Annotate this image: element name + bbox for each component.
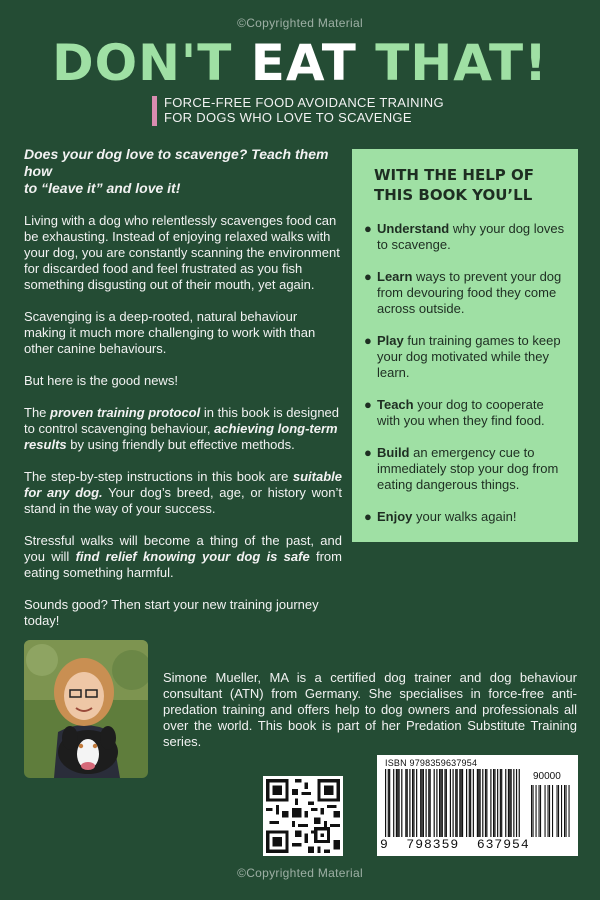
barcode-bar: [497, 769, 498, 837]
barcode-bar: [440, 769, 441, 837]
book-subtitle: [164, 95, 464, 125]
p4-emphasis-b: proven training protocol: [50, 405, 201, 420]
benefit-text: your walks again!: [412, 509, 517, 524]
barcode-bar: [420, 769, 421, 837]
barcode-bar: [516, 769, 517, 837]
barcode-bar: [482, 769, 483, 837]
isbn-digits: 9 798359 637954: [380, 837, 530, 852]
barcode-bar: [412, 769, 413, 837]
p5-text-a: The step-by-step instructions in this book are: [24, 469, 293, 484]
author-photo: [24, 640, 148, 778]
benefit-text: fun training games to keep your dog motivated while they learn.: [377, 333, 561, 380]
barcode-bar: [494, 769, 495, 837]
benefit-keyword: Understand: [377, 221, 450, 236]
barcode-addon-bar: [557, 785, 558, 837]
barcode-bar: [462, 769, 463, 837]
benefit-text: why your dog loves to scavenge.: [377, 221, 565, 252]
barcode-bar: [388, 769, 389, 837]
blurb-paragraph-3: But here is the good news!: [24, 373, 178, 388]
barcode-addon-bar: [549, 785, 550, 837]
barcode-bar: [469, 769, 470, 837]
sidebar-heading-line-2: THIS BOOK YOU’LL: [374, 186, 533, 204]
barcode-bar: [399, 769, 400, 837]
barcode-bar: [396, 769, 397, 837]
barcode-bar: [466, 769, 467, 837]
intro-question: [24, 146, 342, 197]
blurb-paragraph-6: [24, 533, 342, 581]
barcode-bar: [442, 769, 443, 837]
benefits-list: [364, 221, 569, 541]
benefit-keyword: Teach: [377, 397, 414, 412]
barcode-addon-bar: [558, 785, 559, 837]
barcode-bar: [457, 769, 458, 837]
barcode-bar: [444, 769, 445, 837]
benefit-keyword: Play: [377, 333, 404, 348]
blurb-column: [24, 146, 342, 645]
barcode-addon-bar: [548, 785, 549, 837]
barcode-bar: [500, 769, 501, 837]
bullet-icon: ●: [364, 333, 372, 348]
barcode-bar: [501, 769, 502, 837]
barcode-bar: [428, 769, 429, 837]
barcode-addon-bar: [531, 785, 532, 837]
p5-text-c: Your dog’s breed, age, or history won’t stand in the way of your success.: [24, 485, 342, 516]
barcode-bar: [508, 769, 509, 837]
barcode-bar: [446, 769, 447, 837]
barcode-bar: [423, 769, 424, 837]
sidebar-heading: [374, 165, 564, 205]
barcode-bar: [405, 769, 406, 837]
barcode-bar: [450, 769, 451, 837]
barcode-addon-bar: [552, 785, 553, 837]
barcode-bar: [477, 769, 478, 837]
barcode-addon-bar: [569, 785, 570, 837]
barcode-bar: [393, 769, 394, 837]
benefit-text: an emergency cue to immediately stop your dog from eating dangerous things.: [377, 445, 559, 492]
qr-code-pattern: [263, 776, 343, 856]
p6-text-c: from eating something harmful.: [24, 549, 342, 580]
barcode-bar: [519, 769, 520, 837]
barcode-bar: [485, 769, 486, 837]
barcode-bar: [478, 769, 479, 837]
barcode-addon-bar: [536, 785, 537, 837]
copyright-watermark: ©Copyrighted Material: [237, 16, 363, 30]
benefit-item: [364, 509, 569, 525]
barcode-bar: [407, 769, 408, 837]
barcode-bar: [439, 769, 440, 837]
barcode-bar: [434, 769, 435, 837]
benefit-item: [364, 269, 569, 317]
benefit-item: [364, 397, 569, 429]
author-with-dog-illustration: [24, 640, 148, 778]
price-code: 90000: [533, 771, 561, 782]
benefit-keyword: Build: [377, 445, 410, 460]
intro-line-1: Does your dog love to scavenge? Teach them how: [24, 146, 329, 179]
barcode-bar: [455, 769, 456, 837]
blurb-paragraph-2: Scavenging is a deep-rooted, natural behaviour making it much more challenging to work with than other canine behaviours.: [24, 309, 316, 356]
title-part-3: THAT!: [356, 34, 548, 92]
benefit-item: [364, 333, 569, 381]
barcode-bar: [409, 769, 410, 837]
intro-line-2: to “leave it” and love it!: [24, 180, 181, 196]
benefit-text: ways to prevent your dog from devouring food they come across outside.: [377, 269, 562, 316]
barcode-addon-bar: [564, 785, 565, 837]
barcode-bar: [461, 769, 462, 837]
barcode-bar: [397, 769, 398, 837]
bullet-icon: ●: [364, 269, 372, 284]
subtitle-line-2: FOR DOGS WHO LOVE TO SCAVENGE: [164, 110, 412, 125]
sidebar-heading-line-1: WITH THE HELP OF: [374, 166, 534, 184]
title-part-2: EAT: [250, 34, 357, 92]
blurb-paragraph-5: [24, 469, 342, 517]
barcode-addon-bar: [561, 785, 562, 837]
barcode-addon-bar: [540, 785, 541, 837]
barcode-bar: [416, 769, 417, 837]
barcode-addon-bar: [539, 785, 540, 837]
benefits-sidebar: [352, 149, 578, 542]
author-bio: Simone Mueller, MA is a certified dog trainer and dog behaviour consultant (ATN) from Germany. She specialises in force-free anti-predation training and offers help to dog owners and professionals all over the world. This book is part of her Predation Substitute Training series.: [163, 670, 577, 749]
barcode-bar: [389, 769, 390, 837]
barcode-bar: [413, 769, 414, 837]
benefit-keyword: Enjoy: [377, 509, 413, 524]
subtitle-accent-bar: [152, 96, 157, 126]
bullet-icon: ●: [364, 445, 372, 460]
barcode-bar: [490, 769, 491, 837]
qr-code: [263, 776, 343, 856]
p4-emphasis-d: achieving long-term results: [24, 421, 338, 452]
barcode-bar: [480, 769, 481, 837]
barcode-bar: [486, 769, 487, 837]
barcode-bar: [385, 769, 386, 837]
barcode-addon-bar: [566, 785, 567, 837]
barcode-bar: [421, 769, 422, 837]
barcode-addon-bar: [533, 785, 534, 837]
barcode-bar: [505, 769, 506, 837]
blurb-paragraph-7: Sounds good? Then start your new training journey today!: [24, 597, 319, 628]
subtitle-line-1: FORCE-FREE FOOD AVOIDANCE TRAINING: [164, 95, 444, 110]
book-title: [0, 34, 600, 92]
barcode-bar: [426, 769, 427, 837]
barcode-bar: [436, 769, 437, 837]
p6-emphasis-b: find relief knowing your dog is safe: [75, 549, 310, 564]
barcode-bar: [459, 769, 460, 837]
bullet-icon: ●: [364, 509, 372, 524]
benefit-item: [364, 445, 569, 493]
bullet-icon: ●: [364, 397, 372, 412]
benefit-item: [364, 221, 569, 253]
p4-text-a: The: [24, 405, 51, 420]
barcode-bar: [493, 769, 494, 837]
barcode-bar: [513, 769, 514, 837]
p4-text-c: in this book is designed to control scavenging behaviour,: [24, 405, 340, 436]
barcode-bar: [453, 769, 454, 837]
benefit-text: your dog to cooperate with you when they find food.: [377, 397, 545, 428]
bullet-icon: ●: [364, 221, 372, 236]
benefit-keyword: Learn: [377, 269, 413, 284]
barcode-bar: [509, 769, 510, 837]
copyright-watermark-bottom: ©Copyrighted Material: [237, 866, 363, 880]
blurb-paragraph-1: Living with a dog who relentlessly scavenges food can be exhausting. Instead of enjoying relaxed walks with your dog, you are constantly scanning the environment for discarded food and feel frustrated as you fish something disgusting out of their mouth, yet again.: [24, 213, 340, 292]
isbn-label: ISBN 9798359637954: [385, 758, 478, 768]
barcode-bar: [430, 769, 431, 837]
p4-text-e: by using friendly but effective methods.: [66, 437, 295, 452]
barcode-bar: [401, 769, 402, 837]
blurb-paragraph-4: [24, 405, 342, 453]
p5-emphasis-b: suitable for any dog.: [24, 469, 342, 500]
barcode-bar: [473, 769, 474, 837]
barcode-bar: [470, 769, 471, 837]
isbn-barcode: [377, 755, 578, 856]
title-part-1: DON'T: [52, 34, 251, 92]
p6-text-a: Stressful walks will become a thing of the past, and you will: [24, 533, 342, 564]
barcode-addon-bar: [545, 785, 546, 837]
barcode-bar: [511, 769, 512, 837]
